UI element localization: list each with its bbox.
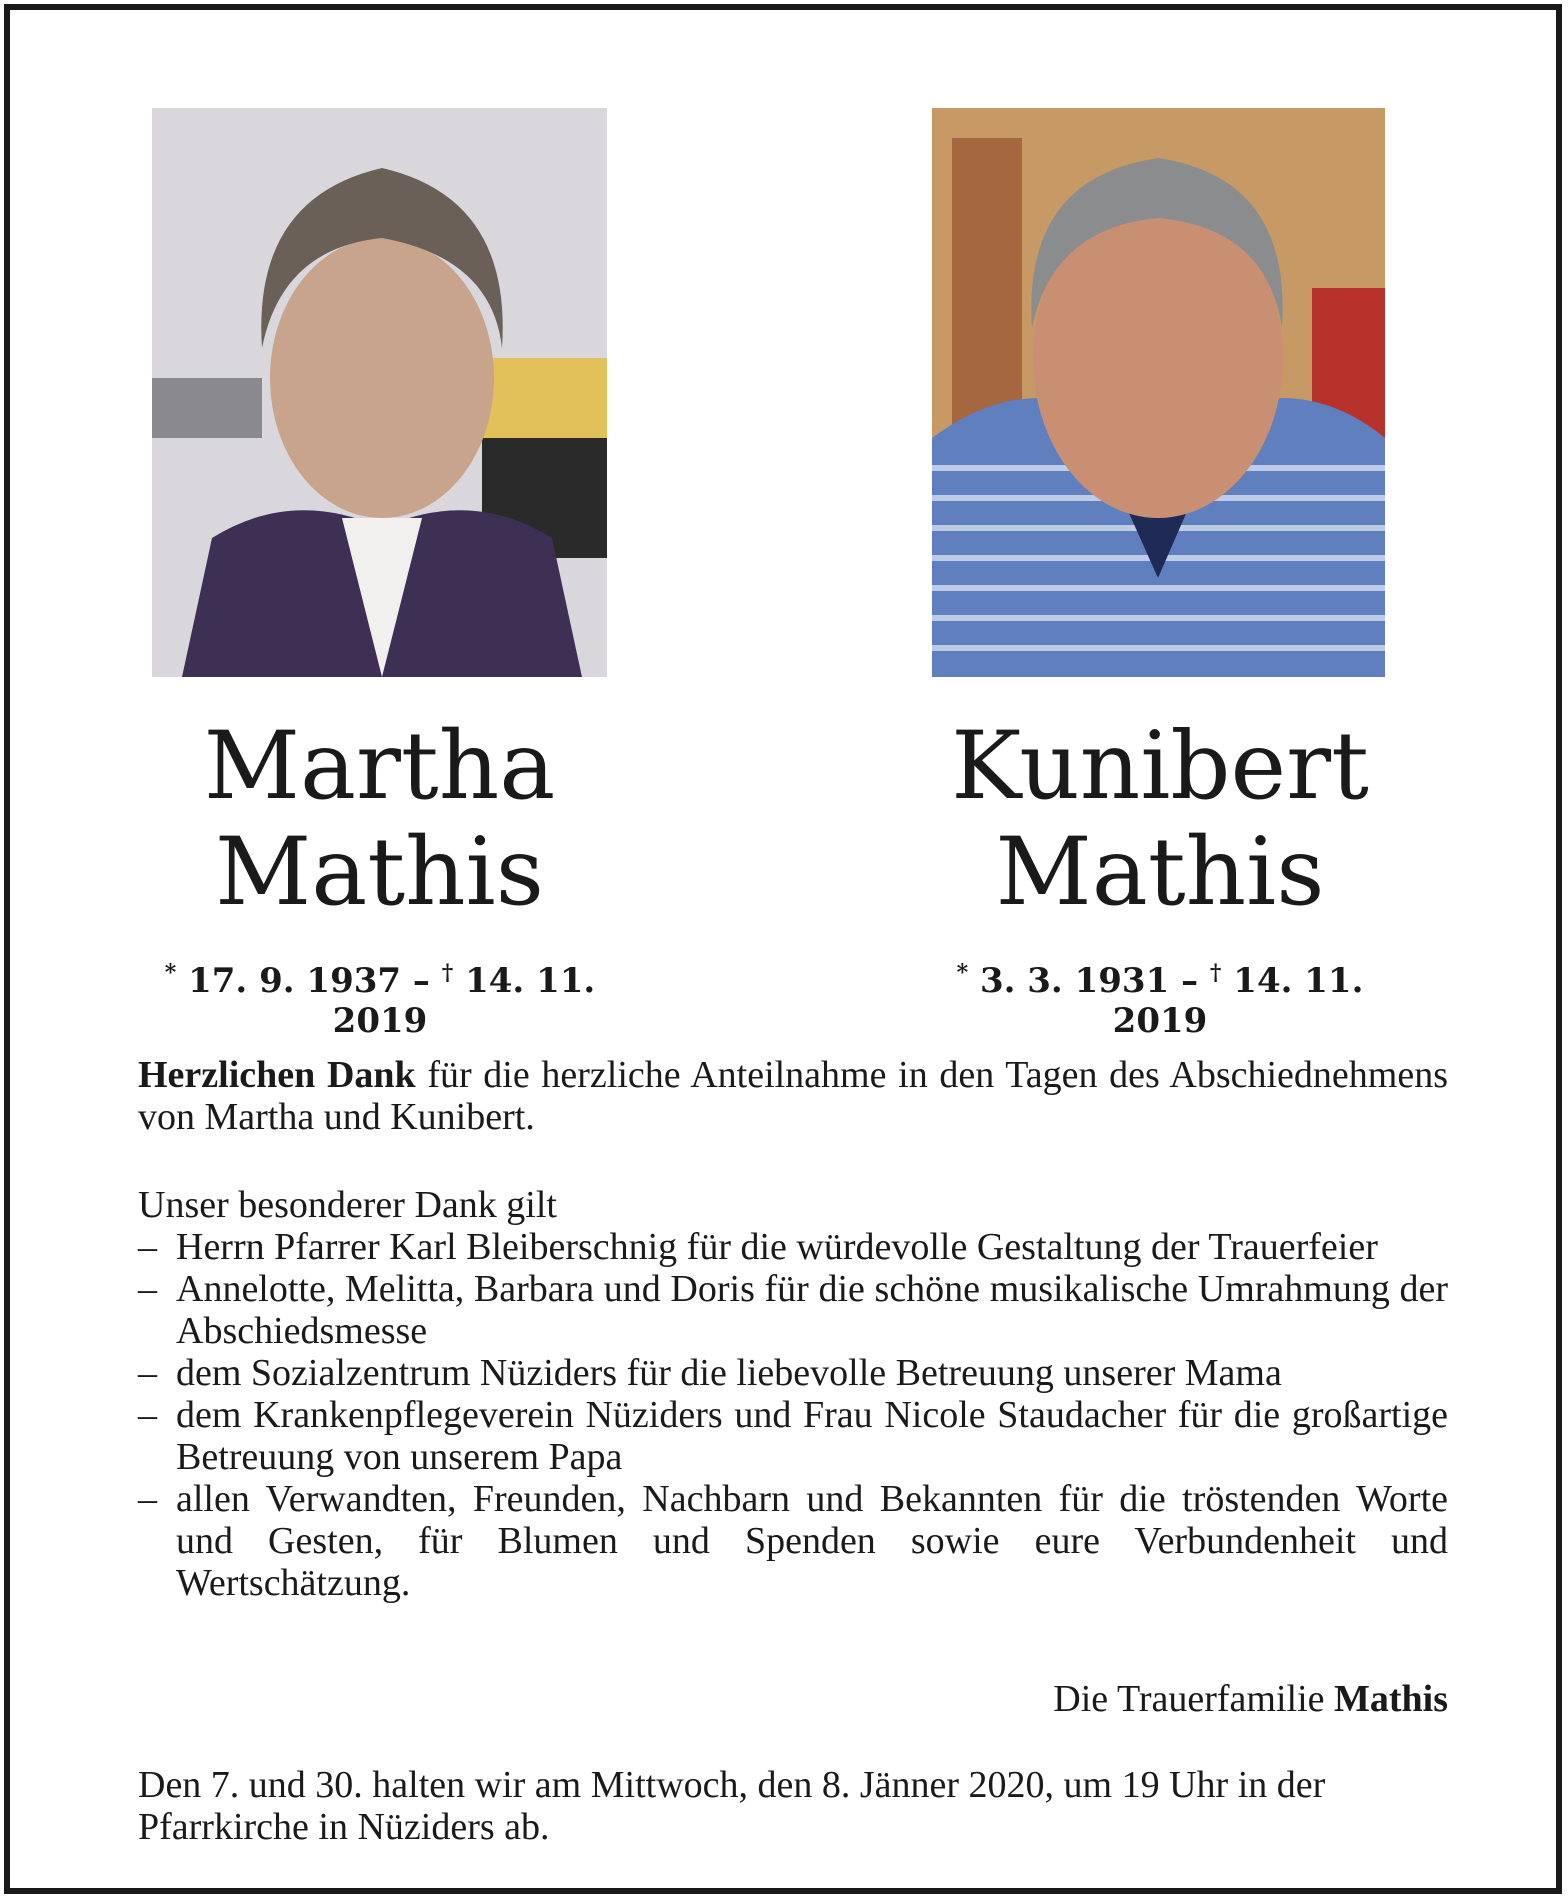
- list-item: [138, 1478, 1448, 1604]
- death-date: 14. 11. 2019: [1112, 961, 1364, 1041]
- birth-date: 17. 9. 1937: [188, 961, 402, 1001]
- list-item: [138, 1268, 1448, 1352]
- list-item-text: Annelotte, Melitta, Barbara und Doris für die schöne musikalische Umrahmung der Abschiedsmesse: [176, 1268, 1448, 1352]
- date-dash: –: [412, 961, 430, 1001]
- name-kunibert: [910, 714, 1410, 926]
- portrait-photo-martha: [152, 108, 607, 677]
- first-name: Martha: [203, 712, 556, 821]
- list-dash: –: [138, 1394, 157, 1436]
- last-name: Mathis: [215, 818, 544, 927]
- memorial-mass-notice: Den 7. und 30. halten wir am Mittwoch, den 8. Jänner 2020, um 19 Uhr in der Pfarrkirche in Nüziders ab.: [138, 1764, 1326, 1848]
- list-dash: –: [138, 1226, 157, 1268]
- died-symbol: †: [441, 960, 454, 986]
- list-item-text: dem Krankenpflegeverein Nüziders und Frau Nicole Staudacher für die großartige Betreuung von unserem Papa: [176, 1394, 1448, 1478]
- thanks-list: [138, 1226, 1448, 1604]
- signature: [138, 1678, 1448, 1720]
- obituary-card: [4, 4, 1562, 1894]
- life-dates-kunibert: [910, 960, 1410, 1041]
- died-symbol: †: [1209, 960, 1222, 986]
- death-date: 14. 11. 2019: [332, 961, 596, 1041]
- born-symbol: *: [164, 960, 177, 986]
- life-dates-martha: [130, 960, 630, 1041]
- list-dash: –: [138, 1268, 157, 1310]
- list-item: [138, 1394, 1448, 1478]
- intro-text: für die herzliche Anteilnahme in den Tagen des Abschiednehmens von Martha und Kunibert.: [138, 1054, 1449, 1138]
- intro-bold: Herzlichen Dank: [138, 1054, 416, 1096]
- last-name: Mathis: [995, 818, 1325, 927]
- list-item: [138, 1352, 1448, 1394]
- thanks-heading: Unser besonderer Dank gilt: [138, 1184, 557, 1226]
- date-dash: –: [1181, 961, 1199, 1001]
- birth-date: 3. 3. 1931: [979, 961, 1170, 1001]
- list-item: [138, 1226, 1448, 1268]
- signature-text: Die Trauerfamilie: [1053, 1678, 1334, 1720]
- name-martha: [152, 714, 607, 926]
- list-item-text: allen Verwandten, Freunden, Nachbarn und Bekannten für die tröstenden Worte und Gesten, für Blumen und Spenden sowie eure Verbundenheit und Wertschätzung.: [176, 1478, 1448, 1604]
- signature-family-name: Mathis: [1334, 1678, 1448, 1720]
- list-dash: –: [138, 1478, 157, 1520]
- born-symbol: *: [956, 960, 969, 986]
- list-item-text: dem Sozialzentrum Nüziders für die liebevolle Betreuung unserer Mama: [176, 1352, 1282, 1394]
- portrait-photo-kunibert: [932, 108, 1385, 677]
- first-name: Kunibert: [951, 712, 1369, 821]
- list-dash: –: [138, 1352, 157, 1394]
- intro-paragraph: [138, 1054, 1448, 1138]
- list-item-text: Herrn Pfarrer Karl Bleiberschnig für die würdevolle Gestaltung der Trauerfeier: [176, 1226, 1378, 1268]
